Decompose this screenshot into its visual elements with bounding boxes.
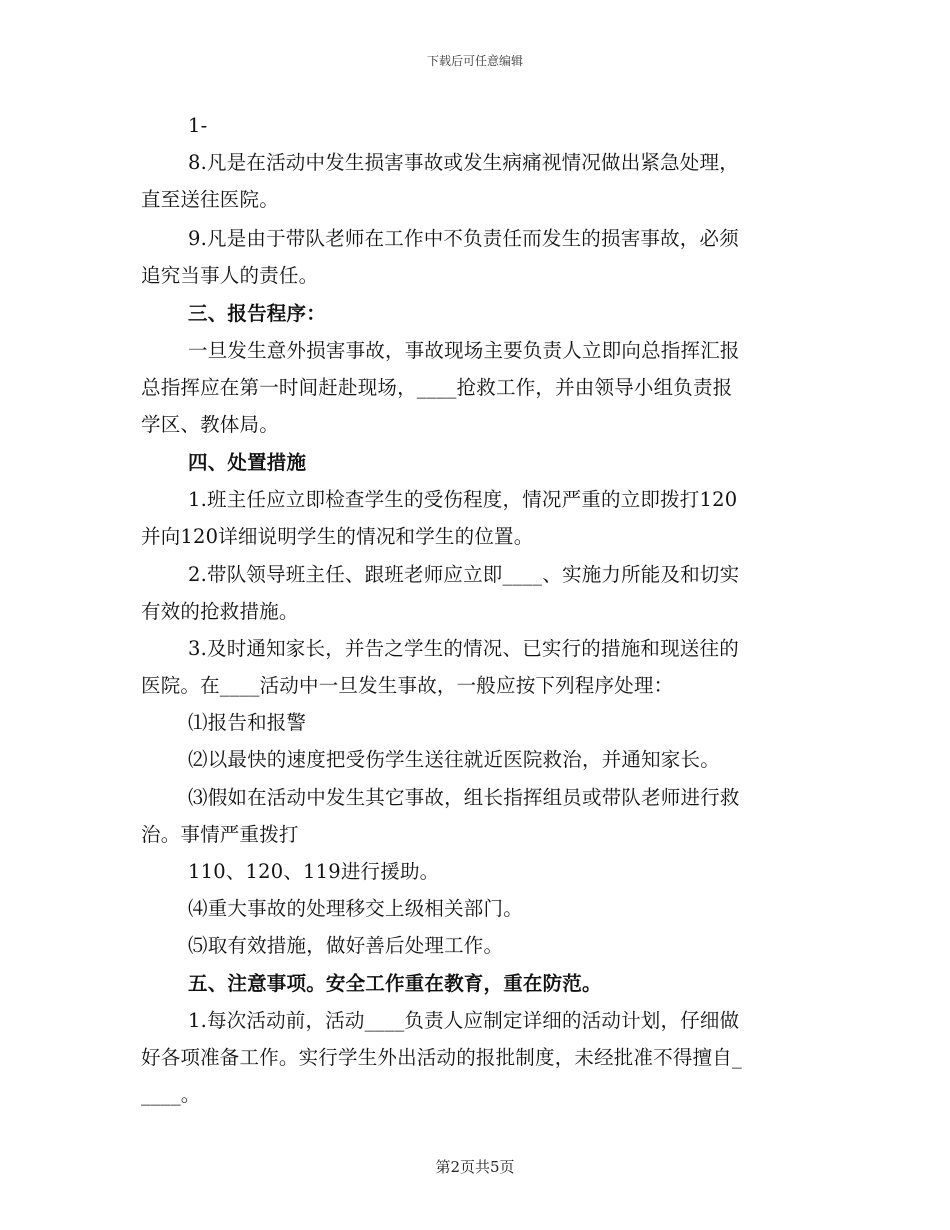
section-5-item-1-line-2: 好各项准备工作。实行学生外出活动的报批制度，未经批准不得擅自_ [141, 1046, 742, 1069]
section-4-item-1-line-2: 并向120详细说明学生的情况和学生的位置。 [141, 525, 534, 548]
page-number-footer: 第2页共5页 [435, 1158, 515, 1176]
section-5-item-1-line-1: 1.每次活动前，活动____负责人应制定详细的活动计划，仔细做 [188, 1009, 740, 1032]
section-4-item-2-line-2: 有效的抢救措施。 [141, 600, 299, 623]
section-4-item-2-line-1: 2.带队领导班主任、跟班老师应立即____、实施力所能及和切实 [188, 563, 740, 586]
item-8-line-1: 8.凡是在活动中发生损害事故或发生病痛视情况做出紧急处理， [188, 151, 739, 174]
page-continuation-marker: 1- [188, 114, 208, 137]
section-4-heading: 四、处置措施 [188, 451, 307, 474]
section-5-heading: 五、注意事项。安全工作重在教育，重在防范。 [188, 972, 602, 995]
procedure-step-1: ⑴报告和报警 [188, 711, 307, 734]
procedure-step-3-line-3: 110、120、119进行援助。 [188, 860, 440, 883]
section-4-item-1-line-1: 1.班主任应立即检查学生的受伤程度，情况严重的立即拨打120 [188, 488, 738, 511]
section-3-para-line-3: 学区、教体局。 [141, 413, 279, 436]
page-header: 下载后可任意编辑 [426, 54, 523, 68]
procedure-step-3-line-2: 治。事情严重拨打 [141, 823, 299, 846]
section-5-item-1-line-3: ____。 [141, 1083, 201, 1106]
procedure-step-3-line-1: ⑶假如在活动中发生其它事故，组长指挥组员或带队老师进行救 [188, 786, 740, 809]
section-4-item-3-line-1: 3.及时通知家长，并告之学生的情况、已实行的措施和现送往的 [188, 637, 739, 660]
procedure-step-4: ⑷重大事故的处理移交上级相关部门。 [188, 897, 523, 920]
item-8-line-2: 直至送往医院。 [141, 188, 279, 211]
section-3-heading: 三、报告程序： [188, 302, 326, 325]
section-3-para-line-1: 一旦发生意外损害事故，事故现场主要负责人立即向总指挥汇报 [188, 339, 740, 362]
procedure-step-5: ⑸取有效措施，做好善后处理工作。 [188, 934, 504, 957]
item-9-line-2: 追究当事人的责任。 [141, 264, 319, 287]
procedure-step-2: ⑵以最快的速度把受伤学生送往就近医院救治，并通知家长。 [188, 748, 720, 771]
section-3-para-line-2: 总指挥应在第一时间赶赴现场，____抢救工作，并由领导小组负责报 [141, 376, 733, 399]
item-9-line-1: 9.凡是由于带队老师在工作中不负责任而发生的损害事故，必须 [188, 227, 739, 250]
section-4-item-3-line-2: 医院。在____活动中一旦发生事故，一般应按下列程序处理： [141, 674, 674, 697]
